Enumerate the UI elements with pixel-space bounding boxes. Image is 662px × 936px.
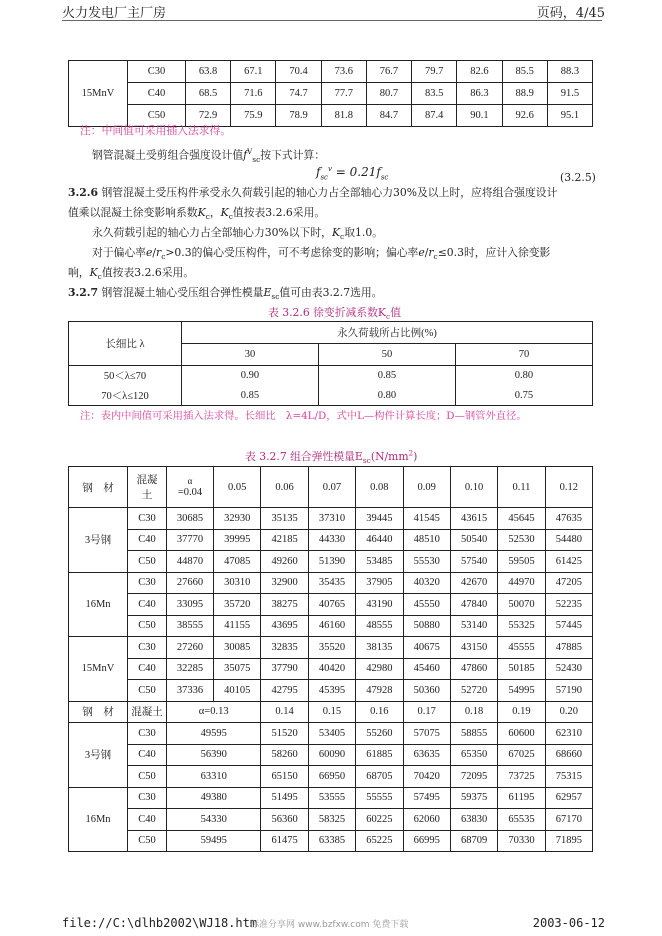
table-cell: 59505 (498, 551, 545, 573)
table-cell: 63635 (403, 744, 450, 766)
table-cell: 54480 (545, 529, 592, 551)
header-col: 0.09 (403, 467, 450, 508)
table-cell: 56390 (167, 744, 261, 766)
table-cell: 62060 (403, 809, 450, 831)
header-col-b: 0.18 (450, 701, 497, 723)
table-cell: 60090 (308, 744, 355, 766)
table-cell: 0.90 (182, 366, 319, 386)
header-col: 0.05 (214, 467, 261, 508)
table-cell: 42670 (450, 572, 497, 594)
table-cell: 46440 (356, 529, 403, 551)
formula-coef: 0.21 (349, 165, 377, 179)
footer-path: file://C:\dlhb2002\WJ18.htm (62, 916, 258, 930)
table-cell: 49595 (167, 723, 261, 745)
paragraph-shear: 钢管混凝土受剪组合强度设计值$f^V_{sc}$按下式计算： (92, 148, 326, 164)
table-row (69, 658, 593, 680)
grade-cell: C50 (128, 766, 167, 788)
table-cell: 40105 (214, 680, 261, 702)
table-cell: 0.75 (455, 386, 592, 406)
table-cell: 35075 (214, 658, 261, 680)
table-cell: 61885 (356, 744, 403, 766)
table-cell: 55260 (356, 723, 403, 745)
header-col-b: 0.17 (403, 701, 450, 723)
table-cell: 38135 (356, 637, 403, 659)
table-cell: 52235 (545, 594, 592, 616)
row-group-label: 15MnV (69, 61, 128, 127)
formula-glyph: f (316, 165, 321, 179)
grade-cell: C40 (128, 594, 167, 616)
table-cell: 65225 (356, 830, 403, 852)
table-row (69, 551, 593, 573)
grade-cell: C50 (128, 551, 167, 573)
table-cell: 35520 (308, 637, 355, 659)
header-concrete (128, 467, 167, 508)
header-steel: 钢 材 (69, 467, 128, 508)
table-cell: 67170 (545, 809, 592, 831)
table-cell: 80.7 (366, 83, 411, 105)
table-row (69, 508, 593, 530)
table-cell: 43150 (450, 637, 497, 659)
table-cell: 65350 (450, 744, 497, 766)
table-cell: 40420 (308, 658, 355, 680)
table-cell: 45395 (308, 680, 355, 702)
table-cell: 71895 (545, 830, 592, 852)
steel-group: 3号钢 (69, 723, 128, 788)
table-row (69, 594, 593, 616)
table-cell: 53140 (450, 615, 497, 637)
table-cell: 58260 (261, 744, 308, 766)
table-cell: 45460 (403, 658, 450, 680)
grade-cell: C40 (128, 83, 186, 105)
table-cell: 58325 (308, 809, 355, 831)
grade-cell: C40 (128, 658, 167, 680)
table-cell: 57445 (545, 615, 592, 637)
table-cell: 42795 (261, 680, 308, 702)
table-cell: 72095 (450, 766, 497, 788)
table-cell: 52720 (450, 680, 497, 702)
table-cell: 42980 (356, 658, 403, 680)
header-col-b: 0.15 (308, 701, 355, 723)
table-row (69, 787, 593, 809)
grade-cell: C30 (128, 787, 167, 809)
table-cell: 55530 (403, 551, 450, 573)
table-cell: 76.7 (366, 61, 411, 83)
table-cell: 32835 (261, 637, 308, 659)
table-cell: 56360 (261, 809, 308, 831)
grade-cell: C50 (128, 615, 167, 637)
table-cell: 47928 (356, 680, 403, 702)
table-cell: 53555 (308, 787, 355, 809)
table-cell: 46160 (308, 615, 355, 637)
table-row (69, 615, 593, 637)
col-slenderness: 长细比 λ (69, 322, 182, 366)
table-header-row-2 (69, 701, 593, 723)
doc-title: 火力发电厂主厂房 (62, 6, 167, 21)
table-row (69, 809, 593, 831)
table-cell: 47085 (214, 551, 261, 573)
table-cell: 37790 (261, 658, 308, 680)
table-cell: 81.8 (321, 105, 366, 127)
header-col: 0.06 (261, 467, 308, 508)
table-3-2-7 (68, 466, 593, 852)
table-cell: 83.5 (412, 83, 457, 105)
table-cell: 40320 (403, 572, 450, 594)
table-cell: 85.5 (502, 61, 547, 83)
table-cell: 37336 (167, 680, 214, 702)
table-cell: 79.7 (412, 61, 457, 83)
table-cell: 53405 (308, 723, 355, 745)
table-cell: 88.9 (502, 83, 547, 105)
table-cell: 74.7 (276, 83, 321, 105)
row-label: 70＜λ≤120 (69, 386, 182, 406)
col-50: 50 (318, 344, 455, 366)
table-cell: 61475 (261, 830, 308, 852)
header-col-b: 0.16 (356, 701, 403, 723)
table-row (69, 637, 593, 659)
table-cell: 47860 (450, 658, 497, 680)
table-cell: 0.85 (318, 366, 455, 386)
table-cell: 32930 (214, 508, 261, 530)
table-cell: 35435 (308, 572, 355, 594)
table-cell: 39445 (356, 508, 403, 530)
table-cell: 52530 (498, 529, 545, 551)
table-cell: 57075 (403, 723, 450, 745)
table-cell: 41545 (403, 508, 450, 530)
grade-cell: C30 (128, 572, 167, 594)
grade-cell: C50 (128, 680, 167, 702)
table-cell: 61425 (545, 551, 592, 573)
table-cell: 37905 (356, 572, 403, 594)
table-cell: 50880 (403, 615, 450, 637)
header-col-b: 0.19 (498, 701, 545, 723)
table-cell: 47635 (545, 508, 592, 530)
grade-cell: C30 (128, 723, 167, 745)
formula-3-2-5: $f_{sc}^v = 0.21f_{sc}$ (316, 165, 389, 182)
page-number: 页码，4/45 (536, 6, 605, 21)
header-col: 0.07 (308, 467, 355, 508)
table-cell: 73725 (498, 766, 545, 788)
table-cell: 0.80 (318, 386, 455, 406)
table-top-15mnv (68, 60, 593, 127)
grade-cell: C40 (128, 809, 167, 831)
table-cell: 95.1 (547, 105, 592, 127)
section-3-2-7: 3.2.7 钢管混凝土轴心受压组合弹性模量$E_{sc}$值可由表3.2.7选用。 (68, 286, 383, 302)
table-cell: 88.3 (547, 61, 592, 83)
table-cell: 65150 (261, 766, 308, 788)
table-cell: 63385 (308, 830, 355, 852)
table-cell: 67.1 (231, 61, 276, 83)
table-cell: 42185 (261, 529, 308, 551)
table-cell: 35720 (214, 594, 261, 616)
steel-group: 16Mn (69, 787, 128, 852)
table-cell: 50185 (498, 658, 545, 680)
table-cell: 43615 (450, 508, 497, 530)
table-cell: 55325 (498, 615, 545, 637)
table-cell: 59495 (167, 830, 261, 852)
table-cell: 38555 (167, 615, 214, 637)
table-cell: 82.6 (457, 61, 502, 83)
section-3-2-6-line2: 值乘以混凝土徐变影响系数$K_c$，$K_c$值按表3.2.6采用。 (68, 206, 326, 222)
table-cell: 58855 (450, 723, 497, 745)
table-cell: 47885 (545, 637, 592, 659)
steel-group: 15MnV (69, 637, 128, 702)
table-cell: 32285 (167, 658, 214, 680)
table-cell: 33095 (167, 594, 214, 616)
header-concrete-2: 土 (141, 490, 153, 501)
table-cell: 0.80 (455, 366, 592, 386)
header-alpha-2: =0.04 (177, 487, 203, 498)
table-cell: 44330 (308, 529, 355, 551)
grade-cell: C50 (128, 830, 167, 852)
grade-cell: C50 (128, 105, 186, 127)
table-cell: 84.7 (366, 105, 411, 127)
table-cell: 54330 (167, 809, 261, 831)
table-cell: 37770 (167, 529, 214, 551)
table-cell: 63.8 (186, 61, 231, 83)
table-cell: 55555 (356, 787, 403, 809)
col-70: 70 (455, 344, 592, 366)
table-row (69, 61, 593, 83)
grade-cell: C30 (128, 508, 167, 530)
table-header-row (69, 467, 593, 508)
table-row (69, 680, 593, 702)
table-cell: 45645 (498, 508, 545, 530)
table-cell: 57540 (450, 551, 497, 573)
table-cell: 51390 (308, 551, 355, 573)
table-row (69, 723, 593, 745)
table-cell: 66995 (403, 830, 450, 852)
table-cell: 87.4 (412, 105, 457, 127)
grade-cell: C40 (128, 529, 167, 551)
table-3-2-6 (68, 321, 593, 406)
table-cell: 0.85 (182, 386, 319, 406)
table-cell: 51520 (261, 723, 308, 745)
table-cell: 86.3 (457, 83, 502, 105)
formula-number: (3.2.5) (560, 171, 596, 184)
header-concrete-2: 混凝土 (128, 701, 167, 723)
footer-date: 2003-06-12 (532, 916, 605, 930)
table-cell: 66950 (308, 766, 355, 788)
header-col: 0.08 (356, 467, 403, 508)
table-cell: 30085 (214, 637, 261, 659)
table-cell: 52430 (545, 658, 592, 680)
table-cell: 54995 (498, 680, 545, 702)
table-cell: 49380 (167, 787, 261, 809)
paragraph-eccentricity-line2: 响，$K_c$值按表3.2.6采用。 (68, 266, 195, 282)
table-cell: 57190 (545, 680, 592, 702)
table-cell: 70330 (498, 830, 545, 852)
table-cell: 73.6 (321, 61, 366, 83)
table-cell: 30310 (214, 572, 261, 594)
table-cell: 48555 (356, 615, 403, 637)
table-cell: 62310 (545, 723, 592, 745)
table-cell: 43190 (356, 594, 403, 616)
table-cell: 70420 (403, 766, 450, 788)
table-cell: 78.9 (276, 105, 321, 127)
note-interpolation: 注：中间值可采用插入法求得。 (80, 124, 232, 137)
table-cell: 91.5 (547, 83, 592, 105)
table-row (69, 83, 593, 105)
table-cell: 68709 (450, 830, 497, 852)
steel-group: 3号钢 (69, 508, 128, 573)
header-divider (62, 20, 602, 21)
table-cell: 71.6 (231, 83, 276, 105)
table-cell: 77.7 (321, 83, 366, 105)
paragraph-eccentricity: 对于偏心率$e/r_c>0.3$的偏心受压构件，可不考虑徐变的影响；偏心率$e/r_c\le 0.3$时，应计入徐变影 (92, 246, 551, 262)
table-cell: 37310 (308, 508, 355, 530)
steel-group: 16Mn (69, 572, 128, 637)
table-cell: 61195 (498, 787, 545, 809)
note-slenderness: 注：表内中间值可采用插入法求得。长细比 λ=4L/D，式中L—构件计算长度；D—钢管外直径。 (80, 410, 527, 422)
table-3-2-6-caption: 表 3.2.6 徐变折减系数$K_c$值 (268, 306, 401, 322)
table-cell: 90.1 (457, 105, 502, 127)
header-col-b: α=0.13 (167, 701, 261, 723)
table-cell: 45555 (498, 637, 545, 659)
grade-cell: C30 (128, 61, 186, 83)
table-cell: 75315 (545, 766, 592, 788)
table-cell: 68.5 (186, 83, 231, 105)
table-cell: 70.4 (276, 61, 321, 83)
header-concrete-1: 混凝 (136, 475, 158, 486)
table-cell: 27260 (167, 637, 214, 659)
table-cell: 30685 (167, 508, 214, 530)
table-cell: 53485 (356, 551, 403, 573)
header-alpha-1: α (187, 476, 193, 486)
table-cell: 43695 (261, 615, 308, 637)
table-cell: 38275 (261, 594, 308, 616)
table-cell: 47205 (545, 572, 592, 594)
table-cell: 68660 (545, 744, 592, 766)
header-steel-2: 钢 材 (69, 701, 128, 723)
table-cell: 47840 (450, 594, 497, 616)
table-cell: 50070 (498, 594, 545, 616)
header-col-b: 0.14 (261, 701, 308, 723)
grade-cell: C40 (128, 744, 167, 766)
table-cell: 35135 (261, 508, 308, 530)
table-cell: 40765 (308, 594, 355, 616)
row-label: 50＜λ≤70 (69, 366, 182, 386)
header-col: 0.12 (545, 467, 592, 508)
table-cell: 44870 (167, 551, 214, 573)
table-cell: 32900 (261, 572, 308, 594)
section-3-2-6: 3.2.6 钢管混凝土受压构件承受永久荷载引起的轴心力占全部轴心力30%及以上时，应将组合强度设计 (68, 186, 558, 199)
table-cell: 57495 (403, 787, 450, 809)
header-col: 0.10 (450, 467, 497, 508)
table-cell: 49260 (261, 551, 308, 573)
table-cell: 62957 (545, 787, 592, 809)
table-cell: 67025 (498, 744, 545, 766)
table-cell: 44970 (498, 572, 545, 594)
table-cell: 39995 (214, 529, 261, 551)
table-cell: 51495 (261, 787, 308, 809)
footer-watermark: 标准分享网 www.bzfxw.com 免费下载 (250, 920, 409, 930)
paragraph-permanent-load: 永久荷载引起的轴心力占全部轴心力30%以下时，$K_c$取1.0。 (92, 226, 383, 242)
table-cell: 72.9 (186, 105, 231, 127)
header-col-b: 0.20 (545, 701, 592, 723)
table-cell: 45550 (403, 594, 450, 616)
table-row (69, 529, 593, 551)
col-30: 30 (182, 344, 319, 366)
table-cell: 50540 (450, 529, 497, 551)
table-cell: 50360 (403, 680, 450, 702)
table-cell: 68705 (356, 766, 403, 788)
table-3-2-7-caption: 表 3.2.7 组合弹性模量$E_{sc}(N/mm^2)$ (245, 449, 418, 466)
table-cell: 75.9 (231, 105, 276, 127)
table-cell: 60225 (356, 809, 403, 831)
table-cell: 63830 (450, 809, 497, 831)
table-cell: 41155 (214, 615, 261, 637)
table-row (69, 830, 593, 852)
header-permanent-load: 永久荷载所占比例(%) (182, 322, 593, 344)
table-cell: 65535 (498, 809, 545, 831)
header-alpha (167, 467, 214, 508)
table-cell: 63310 (167, 766, 261, 788)
grade-cell: C30 (128, 637, 167, 659)
page-header (0, 0, 662, 22)
table-row (69, 766, 593, 788)
table-cell: 27660 (167, 572, 214, 594)
table-cell: 60600 (498, 723, 545, 745)
table-cell: 48510 (403, 529, 450, 551)
table-row (69, 744, 593, 766)
table-cell: 40675 (403, 637, 450, 659)
table-cell: 92.6 (502, 105, 547, 127)
formula-equals: = (335, 165, 346, 179)
header-col: 0.11 (498, 467, 545, 508)
table-row (69, 572, 593, 594)
table-cell: 59375 (450, 787, 497, 809)
